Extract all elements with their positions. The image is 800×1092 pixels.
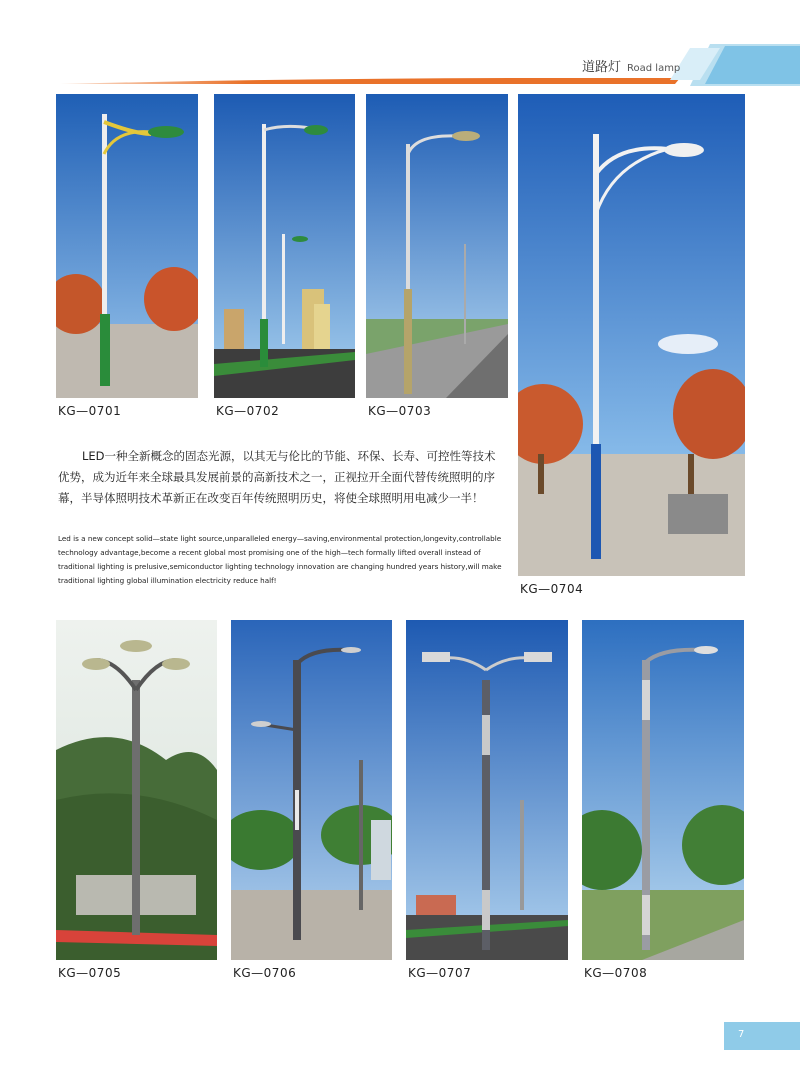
product-code: KG—0701 bbox=[58, 404, 122, 418]
product-photo-kg0701 bbox=[56, 94, 198, 398]
intro-chinese: LED一种全新概念的固态光源，以其无与伦比的节能、环保、长寿、可控性等技术优势，成为近年来全球最具发展前景的高新技术之一，正视拉开全面代替传统照明的序幕，半导体照明技术革新正在改变百年传统照明历史，将使全球照明用电减少一半！ bbox=[58, 449, 496, 505]
section-title-en: Road lamp bbox=[627, 63, 681, 74]
product-code: KG—0707 bbox=[408, 966, 472, 980]
product-photo-kg0702 bbox=[214, 94, 355, 398]
product-photo-kg0703 bbox=[366, 94, 508, 398]
product-code: KG—0708 bbox=[584, 966, 648, 980]
product-photo-kg0708 bbox=[582, 620, 744, 960]
product-photo-kg0706 bbox=[231, 620, 392, 960]
page-number-tab bbox=[724, 1022, 800, 1050]
product-photo-kg0707 bbox=[406, 620, 568, 960]
product-code: KG—0704 bbox=[520, 582, 584, 596]
product-photo-kg0704 bbox=[518, 94, 745, 576]
product-code: KG—0706 bbox=[233, 966, 297, 980]
header-decoration bbox=[0, 0, 800, 100]
section-title bbox=[582, 56, 680, 75]
product-code: KG—0702 bbox=[216, 404, 280, 418]
page-number: 7 bbox=[738, 1029, 745, 1040]
product-photo-kg0705 bbox=[56, 620, 217, 960]
product-code: KG—0703 bbox=[368, 404, 432, 418]
intro-english: Led is a new concept solid—state light source,unparalleled energy—saving,environmental protection,longevity,controllable technology advantage,become a recent global most promising one of the high—tech formally lifted overall instead of traditional lighting is prelusive,semiconductor lighting technology innovation are changing hundred years history,will make traditional lighting global illumination electricity reduce half! bbox=[58, 534, 502, 585]
product-code: KG—0705 bbox=[58, 966, 122, 980]
section-title-cn: 道路灯 bbox=[582, 60, 622, 75]
